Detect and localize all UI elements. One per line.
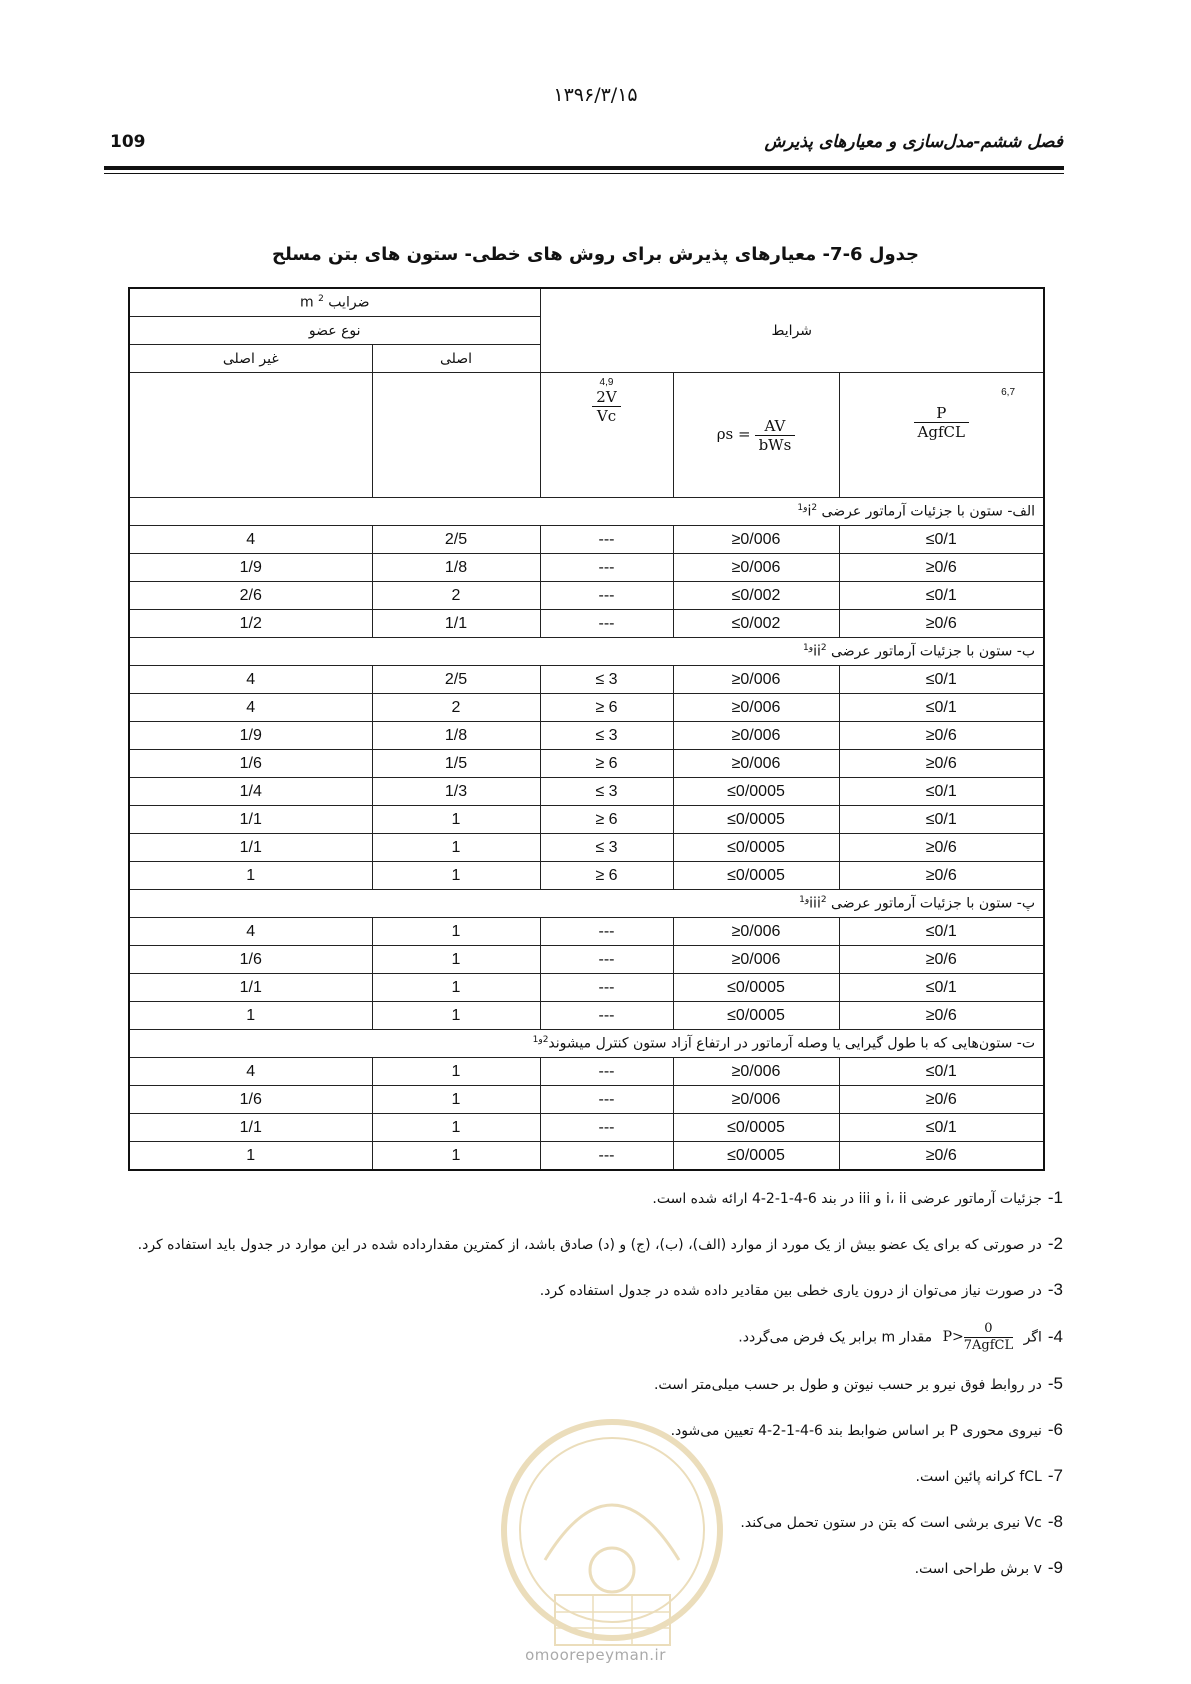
section-row	[129, 1030, 1044, 1058]
shear-ratio-cell: ---	[540, 1114, 673, 1142]
shear-ratio-cell: ≥ 6	[540, 806, 673, 834]
watermark-logo-icon	[495, 1410, 730, 1670]
fraction-denominator: bWs	[755, 435, 796, 454]
m-primary-cell: 1	[372, 1142, 540, 1171]
note-text: در روابط فوق نیرو بر حسب نیوتن و طول بر حسب میلی‌متر است.	[653, 1377, 1042, 1393]
m-secondary-cell: 1/1	[129, 1114, 372, 1142]
axial-ratio-cell: ≤0/1	[839, 918, 1044, 946]
shear-ratio-cell: ---	[540, 526, 673, 554]
shear-ratio-cell: ---	[540, 1142, 673, 1171]
axial-ratio-cell: ≤0/1	[839, 582, 1044, 610]
table-row	[129, 1142, 1044, 1171]
note-number: 9-	[1047, 1558, 1063, 1577]
primary-header: اصلی	[372, 345, 540, 373]
shear-ratio-cell: ≤ 3	[540, 666, 673, 694]
axial-ratio-cell: ≤0/1	[839, 974, 1044, 1002]
shear-ratio-cell: ---	[540, 610, 673, 638]
note-text: در صورت نیاز می‌توان از درون یاری خطی بین مقادیر داده شده در جدول استفاده کرد.	[539, 1283, 1042, 1299]
shear-ratio-cell: ---	[540, 582, 673, 610]
m-secondary-cell: 1	[129, 1002, 372, 1030]
axial-ratio-cell: ≤0/1	[839, 666, 1044, 694]
rho-cell: ≥0/006	[673, 918, 839, 946]
note-number: 5-	[1047, 1374, 1063, 1393]
m-primary-cell: 1/1	[372, 610, 540, 638]
table-row	[129, 610, 1044, 638]
rho-cell: ≥0/006	[673, 1086, 839, 1114]
table-row	[129, 526, 1044, 554]
axial-ratio-cell: ≥0/6	[839, 610, 1044, 638]
m-primary-cell: 1	[372, 1114, 540, 1142]
axial-ratio-cell: ≥0/6	[839, 722, 1044, 750]
shear-ratio-cell: ---	[540, 1086, 673, 1114]
note-number: 1-	[1047, 1188, 1063, 1207]
note-number: 6-	[1047, 1420, 1063, 1439]
page-number: 109	[110, 132, 146, 152]
watermark-site: omoorepeyman.ir	[525, 1646, 666, 1664]
axial-ratio-cell: ≥0/6	[839, 1142, 1044, 1171]
table-row	[129, 1002, 1044, 1030]
blank-cell	[129, 373, 372, 498]
table-row	[129, 750, 1044, 778]
m-secondary-cell: 1/6	[129, 946, 372, 974]
section-note-ref: 2و1	[532, 1035, 549, 1046]
shear-ratio-cell: ≥ 6	[540, 694, 673, 722]
shear-ratio-cell: ≤ 3	[540, 834, 673, 862]
table-row	[129, 1058, 1044, 1086]
rho-cell: ≤0/002	[673, 610, 839, 638]
note-item	[103, 1369, 1063, 1400]
note-text: v برش طراحی است.	[914, 1561, 1042, 1577]
fraction-numerator: P	[936, 404, 947, 422]
m-secondary-cell: 4	[129, 1058, 372, 1086]
rho-cell: ≤0/0005	[673, 1114, 839, 1142]
section-note-ref: 2و1	[799, 895, 827, 906]
axial-ratio-cell: ≥0/6	[839, 862, 1044, 890]
m-secondary-cell: 4	[129, 918, 372, 946]
rho-cell: ≥0/006	[673, 750, 839, 778]
shear-ratio-note-ref: 4,9	[599, 377, 614, 388]
shear-ratio-cell: ---	[540, 946, 673, 974]
shear-ratio-cell: ≤ 3	[540, 778, 673, 806]
shear-ratio-cell: ---	[540, 918, 673, 946]
note-item	[103, 1321, 1063, 1354]
axial-ratio-cell: ≥0/6	[839, 750, 1044, 778]
formula-header-row	[129, 373, 1044, 498]
table-row	[129, 862, 1044, 890]
fraction-denominator: AgfCL	[914, 422, 969, 441]
note-text: جزئیات آرماتور عرضی i، ii و iii در بند 6-4-1-2-4 ارائه شده است.	[652, 1191, 1042, 1207]
rho-cell: ≥0/006	[673, 666, 839, 694]
m-secondary-cell: 1/1	[129, 806, 372, 834]
rho-cell: ≥0/006	[673, 946, 839, 974]
table-row	[129, 974, 1044, 1002]
axial-ratio-note-ref: 6,7	[1001, 387, 1016, 398]
m-primary-cell: 2	[372, 694, 540, 722]
fraction-numerator: AV	[764, 416, 786, 435]
table-row	[129, 666, 1044, 694]
fraction-denominator: Vc	[592, 406, 620, 425]
table-row	[129, 946, 1044, 974]
shear-ratio-fraction	[592, 388, 620, 425]
m-secondary-cell: 4	[129, 666, 372, 694]
note-number: 2-	[1047, 1234, 1063, 1253]
table-row	[129, 554, 1044, 582]
m-secondary-cell: 4	[129, 694, 372, 722]
formula-fraction	[964, 1321, 1013, 1354]
rho-header	[673, 373, 839, 498]
section-title	[129, 890, 1044, 918]
table-row	[129, 1086, 1044, 1114]
shear-ratio-cell: ≥ 6	[540, 862, 673, 890]
rho-cell: ≥0/006	[673, 1058, 839, 1086]
section-title-text: الف- ستون با جزئیات آرماتور عرضی i	[807, 503, 1036, 520]
rho-cell: ≥0/006	[673, 526, 839, 554]
table-row	[129, 778, 1044, 806]
m-secondary-cell: 1	[129, 862, 372, 890]
m-secondary-cell: 1/1	[129, 974, 372, 1002]
shear-ratio-cell: ≤ 3	[540, 722, 673, 750]
section-note-ref: 2و1	[797, 503, 818, 514]
shear-ratio-cell: ---	[540, 1058, 673, 1086]
rho-cell: ≤0/002	[673, 582, 839, 610]
rho-cell: ≤0/0005	[673, 862, 839, 890]
table-row	[129, 834, 1044, 862]
axial-ratio-cell: ≤0/1	[839, 778, 1044, 806]
table-caption: جدول 6-7- معیارهای پذیرش برای روش های خطی- ستون های بتن مسلح	[271, 244, 920, 265]
note-formula	[943, 1321, 1014, 1354]
note-text: نیروی محوری P بر اساس ضوابط بند 6-4-1-2-4 تعیین می‌شود.	[670, 1423, 1042, 1439]
conditions-header: شرایط	[540, 288, 1044, 373]
table-row	[129, 806, 1044, 834]
shear-ratio-header	[540, 373, 673, 498]
formula-lhs: P>	[942, 1329, 964, 1345]
m-secondary-cell: 1	[129, 1142, 372, 1171]
note-item	[103, 1275, 1063, 1306]
m-primary-cell: 1/8	[372, 722, 540, 750]
note-text: fCL کرانه پائین است.	[915, 1469, 1042, 1485]
m-primary-cell: 1/3	[372, 778, 540, 806]
note-text	[738, 1321, 1042, 1354]
section-note-ref: 2و1	[802, 643, 827, 654]
m-secondary-cell: 1/6	[129, 750, 372, 778]
axial-ratio-cell: ≤0/1	[839, 1114, 1044, 1142]
rho-lhs: ρs =	[716, 425, 751, 444]
rho-cell: ≤0/0005	[673, 1142, 839, 1171]
m-primary-cell: 1/8	[372, 554, 540, 582]
shear-ratio-cell: ≥ 6	[540, 750, 673, 778]
m-secondary-cell: 2/6	[129, 582, 372, 610]
blank-cell	[372, 373, 540, 498]
member-type-header: نوع عضو	[129, 317, 540, 345]
m-primary-cell: 1	[372, 1002, 540, 1030]
m-secondary-cell: 1/2	[129, 610, 372, 638]
m-secondary-cell: 1/6	[129, 1086, 372, 1114]
axial-ratio-fraction	[914, 404, 969, 441]
m-secondary-cell: 1/1	[129, 834, 372, 862]
shear-ratio-cell: ---	[540, 974, 673, 1002]
section-title-text: ب- ستون با جزئیات آرماتور عرضی ii	[813, 643, 1036, 660]
m-primary-cell: 1	[372, 862, 540, 890]
rho-cell: ≥0/006	[673, 722, 839, 750]
m-secondary-cell: 1/9	[129, 554, 372, 582]
section-title	[129, 1030, 1044, 1058]
note-text: Vc نیری برشی است که بتن در ستون تحمل می‌کند.	[740, 1515, 1042, 1531]
m-primary-cell: 1/5	[372, 750, 540, 778]
section-row	[129, 890, 1044, 918]
m-secondary-cell: 4	[129, 526, 372, 554]
m-primary-cell: 2/5	[372, 666, 540, 694]
note-text: در صورتی که برای یک عضو بیش از یک مورد از موارد (الف)، (ب)، (ج) و (د) صادق باشد، از کمترین مقدارداده شده در این موارد در جدول باید استفاده کرد.	[137, 1237, 1042, 1253]
note-text-before: اگر	[1019, 1329, 1042, 1346]
m-primary-cell: 1	[372, 974, 540, 1002]
m-primary-cell: 1	[372, 1058, 540, 1086]
chapter-title: فصل ششم-مدل‌سازی و معیارهای پذیرش	[764, 132, 1063, 152]
m-secondary-cell: 1/9	[129, 722, 372, 750]
header-rule-thin	[104, 173, 1064, 174]
table-row	[129, 722, 1044, 750]
m-primary-cell: 1	[372, 834, 540, 862]
m-primary-cell: 2/5	[372, 526, 540, 554]
section-title-text: ت- ستون‌هایی که با طول گیرایی یا وصله آرماتور در ارتفاع آزاد ستون کنترل میشوند	[548, 1035, 1036, 1052]
rho-cell: ≤0/0005	[673, 1002, 839, 1030]
note-item	[103, 1183, 1063, 1214]
rho-cell: ≤0/0005	[673, 974, 839, 1002]
note-text-after: مقدار m برابر یک فرض می‌گردد.	[738, 1329, 937, 1346]
axial-ratio-cell: ≤0/1	[839, 526, 1044, 554]
shear-ratio-cell: ---	[540, 554, 673, 582]
header-rule-thick	[104, 166, 1064, 170]
m-primary-cell: 1	[372, 1086, 540, 1114]
note-number: 3-	[1047, 1280, 1063, 1299]
axial-ratio-cell: ≥0/6	[839, 1002, 1044, 1030]
m-primary-cell: 1	[372, 806, 540, 834]
rho-cell: ≤0/0005	[673, 778, 839, 806]
note-number: 4-	[1047, 1326, 1063, 1346]
note-number: 8-	[1047, 1512, 1063, 1531]
axial-ratio-cell: ≥0/6	[839, 946, 1044, 974]
table-row	[129, 582, 1044, 610]
fraction-numerator: 2V	[596, 388, 617, 406]
m-primary-cell: 1	[372, 946, 540, 974]
m-primary-cell: 2	[372, 582, 540, 610]
axial-ratio-cell: ≥0/6	[839, 1086, 1044, 1114]
axial-ratio-header	[839, 373, 1044, 498]
axial-ratio-cell: ≤0/1	[839, 806, 1044, 834]
fraction-numerator: 0	[984, 1321, 993, 1336]
rho-cell: ≤0/0005	[673, 834, 839, 862]
print-date: ۱۳۹۶/۳/۱۵	[553, 84, 638, 106]
rho-cell: ≥0/006	[673, 694, 839, 722]
axial-ratio-cell: ≤0/1	[839, 694, 1044, 722]
acceptance-criteria-table	[128, 287, 1045, 1171]
note-number: 7-	[1047, 1466, 1063, 1485]
section-row	[129, 638, 1044, 666]
table-row	[129, 1114, 1044, 1142]
axial-ratio-cell: ≥0/6	[839, 834, 1044, 862]
shear-ratio-cell: ---	[540, 1002, 673, 1030]
m-primary-cell: 1	[372, 918, 540, 946]
rho-cell: ≥0/006	[673, 554, 839, 582]
section-row	[129, 498, 1044, 526]
table-row	[129, 918, 1044, 946]
section-title	[129, 638, 1044, 666]
fraction-denominator: 7AgfCL	[963, 1338, 1014, 1353]
axial-ratio-cell: ≤0/1	[839, 1058, 1044, 1086]
note-item	[103, 1229, 1063, 1260]
m-secondary-cell: 1/4	[129, 778, 372, 806]
secondary-header: غیر اصلی	[129, 345, 372, 373]
section-title	[129, 498, 1044, 526]
table-row	[129, 694, 1044, 722]
rho-cell: ≤0/0005	[673, 806, 839, 834]
axial-ratio-cell: ≥0/6	[839, 554, 1044, 582]
section-title-text: پ- ستون با جزئیات آرماتور عرضی iii	[809, 895, 1036, 912]
rho-fraction	[755, 417, 796, 454]
m-coefficients-header: ضرایب m $^2$	[129, 288, 540, 317]
